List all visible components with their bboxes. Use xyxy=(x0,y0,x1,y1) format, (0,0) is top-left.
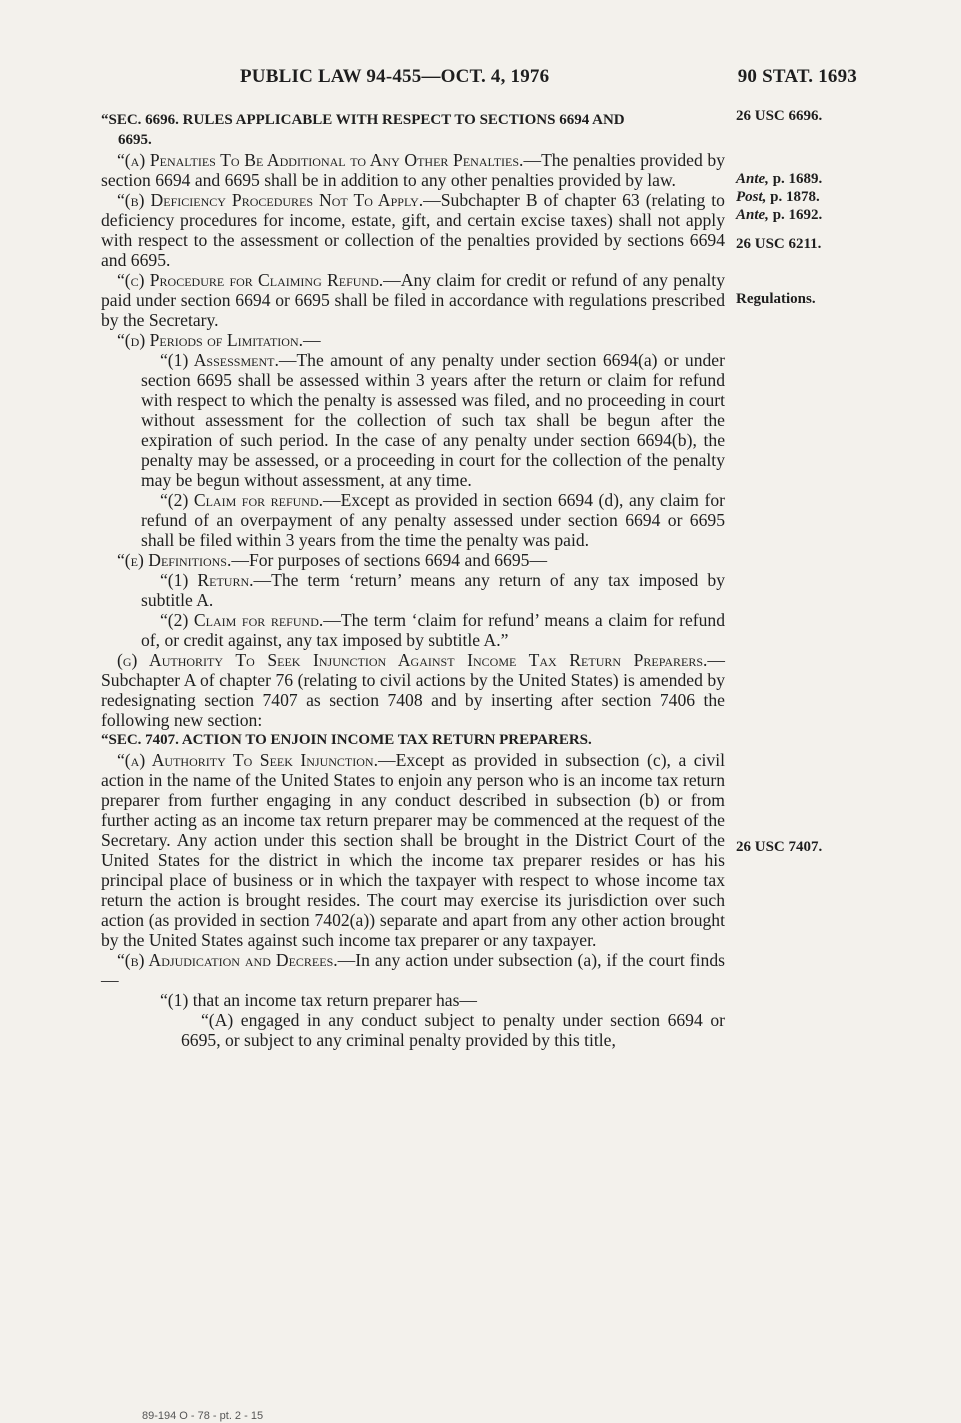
margin-note-ante-1692: Ante, p. 1692. xyxy=(736,207,823,223)
running-header-title: PUBLIC LAW 94-455—OCT. 4, 1976 xyxy=(240,66,550,87)
subsection-e: “(e) Definitions.—For purposes of sections 6694 and 6695— xyxy=(117,550,548,570)
margin-note-26usc6696: 26 USC 6696. xyxy=(736,108,823,124)
margin-note-post-1878: Post, p. 1878. xyxy=(736,189,820,205)
section-7407-subsection-b: “(b) Adjudication and Decrees.—In any action under subsection (a), if the court finds— xyxy=(101,950,725,990)
margin-note-26usc7407: 26 USC 7407. xyxy=(736,839,823,855)
print-code-footer: 89-194 O - 78 - pt. 2 - 15 xyxy=(142,1410,264,1422)
subsection-g: (g) Authority To Seek Injunction Against Income Tax Return Preparers.—Subchapter A of chapter 76 (relating to civil actions by the United States) is amended by redesignating section 7407 as section 7408 and by inserting after section 7406 the following new section: xyxy=(101,650,725,730)
section-7407-subsection-a: “(a) Authority To Seek Injunction.—Except as provided in subsection (c), a civil action in the name of the United States to enjoin any person who is an income tax return preparer from further engaging in any conduct described in subsection (b) or from further acting as an income tax return preparer may be commenced at the request of the Secretary. Any action under this section shall be brought in the District Court of the United States for the district in which the income tax preparer resides or has his principal place of business or in which the taxpayer with respect to whose income tax return the action is brought resides. The court may exercise its jurisdiction over such action (as provided in section 7402(a)) separate and apart from any other action brought by the United States against such income tax preparer or any taxpayer. xyxy=(101,750,726,950)
paragraph-e1: “(1) Return.—The term ‘return’ means any return of any tax imposed by subtitle A. xyxy=(141,570,725,610)
paragraph-e2: “(2) Claim for refund.—The term ‘claim for refund’ means a claim for refund of, or credit against, any tax imposed by subtitle A.” xyxy=(141,610,725,650)
subsection-a: “(a) Penalties To Be Additional to Any Other Penalties.—The penalties provided by section 6694 and 6695 shall be in addition to any other penalties provided by law. xyxy=(101,150,725,190)
statute-page-number: 90 STAT. 1693 xyxy=(737,66,857,87)
subsection-c: “(c) Procedure for Claiming Refund.—Any claim for credit or refund of any penalty paid under section 6694 or 6695 shall be filed in accordance with regulations prescribed by the Secretary. xyxy=(101,270,725,330)
statute-body xyxy=(101,109,725,1050)
subparagraph-b1A: “(A) engaged in any conduct subject to penalty under section 6694 or 6695, or subject to any criminal penalty provided by this title, xyxy=(181,1010,725,1050)
section-7407-heading: “SEC. 7407. ACTION TO ENJOIN INCOME TAX RETURN PREPARERS. xyxy=(101,732,592,748)
section-6696-heading: “SEC. 6696. RULES APPLICABLE WITH RESPECT TO SECTIONS 6694 AND 6695. xyxy=(101,112,625,148)
margin-note-ante-1689: Ante, p. 1689. xyxy=(736,171,823,187)
subsection-b: “(b) Deficiency Procedures Not To Apply.—Subchapter B of chapter 63 (relating to deficiency procedures for income, estate, gift, and certain excise taxes) shall not apply with respect to the assessment or collection of the penalties provided by sections 6694 and 6695. xyxy=(101,190,725,270)
margin-note-regulations: Regulations. xyxy=(736,291,816,307)
margin-note-26usc6211: 26 USC 6211. xyxy=(736,236,822,252)
paragraph-d2: “(2) Claim for refund.—Except as provided in section 6694 (d), any claim for refund of an overpayment of any penalty assessed under section 6694 or 6695 shall be filed within 3 years from the time the penalty was paid. xyxy=(141,490,725,550)
paragraph-d1: “(1) Assessment.—The amount of any penalty under section 6694(a) or under section 6695 shall be assessed within 3 years after the return or claim for refund with respect to which the penalty is assessed was filed, and no proceeding in court without assessment for the collection of such tax shall be begun after the expiration of such period. In the case of any penalty under section 6694(b), the penalty may be assessed, or a proceeding in court for the collection of the penalty may be begun without assessment, at any time. xyxy=(141,350,725,490)
subsection-d: “(d) Periods of Limitation.— xyxy=(117,330,321,350)
paragraph-b1: “(1) that an income tax return preparer has— xyxy=(160,990,478,1010)
